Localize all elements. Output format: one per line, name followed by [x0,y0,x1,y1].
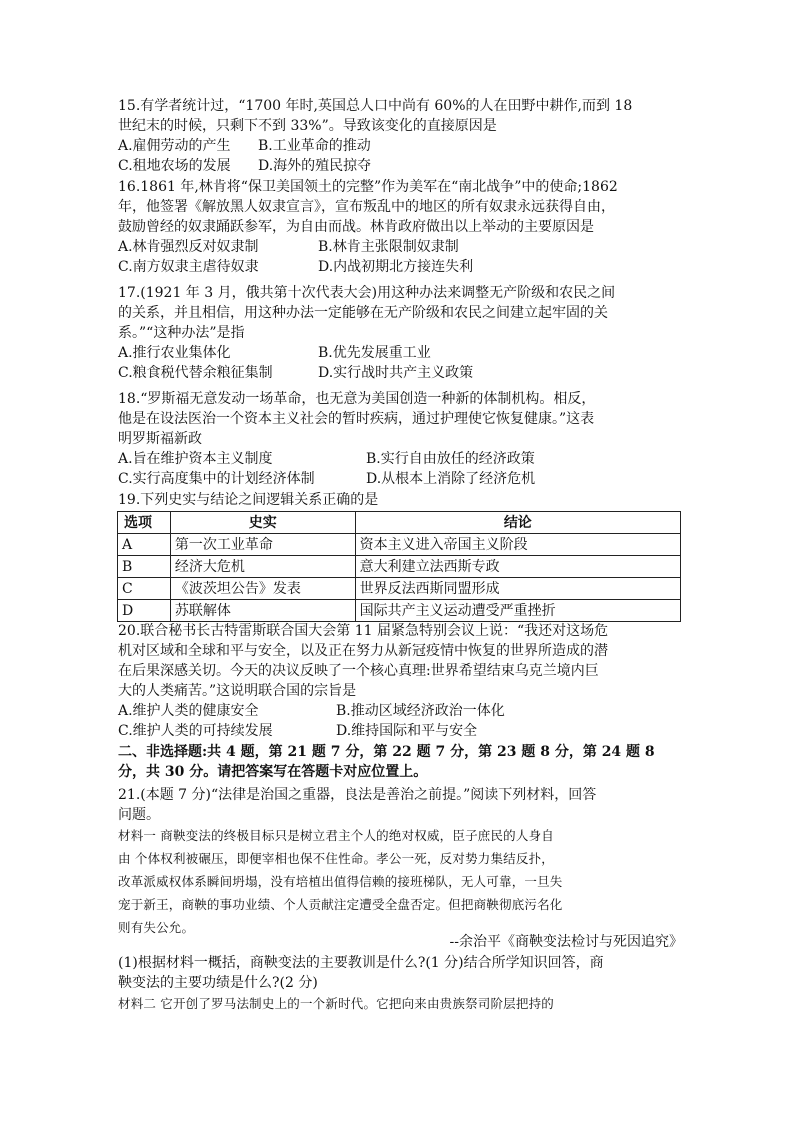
option-c: C.南方奴隶主虐待奴隶 [118,259,259,275]
table-row [118,600,681,622]
options-row [118,449,683,469]
question-21 [118,785,683,825]
option-d: D.维持国际和平与安全 [336,723,478,739]
option-c: C.租地农场的发展 [118,158,231,174]
question-text: 问题。 [118,807,160,823]
question-16 [118,177,683,277]
question-text: 16.1861 年,林肯将“保卫美国领土的完整”作为美军在“南北战争”中的使命;1862 [118,179,618,195]
table-cell: 国际共产主义运动遭受严重挫折 [355,600,680,622]
table-cell: 意大利建立法西斯专政 [355,556,680,578]
table-cell: 经济大危机 [170,556,355,578]
option-d: D.海外的殖民掠夺 [258,158,372,174]
options-row [118,257,683,277]
section-heading-line: 分，共 30 分。请把答案写在答题卡对应位置上。 [118,764,428,780]
option-b: B.推动区域经济政治一体化 [336,703,505,719]
question-text: 鞅变法的主要功绩是什么?(2 分) [118,975,318,991]
material-text: 材料二 它开创了罗马法制史上的一个新时代。它把向来由贵族祭司阶层把持的 [118,996,554,1011]
material-source [118,932,683,952]
table-cell: B [118,556,171,578]
option-a: A.旨在维护资本主义制度 [118,451,273,467]
options-row [118,156,683,176]
answer-table [117,511,681,622]
option-c: C.维护人类的可持续发展 [118,723,273,739]
question-text: 机对区域和全球和平与安全，以及正在努力从新冠疫情中恢复的世界所造成的潜 [118,643,608,659]
option-c: C.实行高度集中的计划经济体制 [118,471,315,487]
material-text: 则有失公允。 [118,920,195,935]
question-text: 鼓励曾经的奴隶踊跃参军，为自由而战。林肯政府做出以上举动的主要原因是 [118,219,594,235]
source-citation: --余治平《商鞅变法检讨与死因追究》 [449,934,683,950]
table-header: 史实 [170,512,355,534]
table-row [118,534,681,556]
question-15 [118,96,683,176]
question-text: 大的人类痛苦。”这说明联合国的宗旨是 [118,683,357,699]
option-b: B.林肯主张限制奴隶制 [318,239,459,255]
table-cell: D [118,600,171,622]
option-d: D.实行战时共产主义政策 [318,365,474,381]
option-a: A.林肯强烈反对奴隶制 [118,239,259,255]
material-text: 宠于新王，商鞅的事功业绩、个人贡献注定遭受全盘否定。但把商鞅彻底污名化 [118,897,563,912]
question-text: 他是在设法医治一个资本主义社会的暂时疾病，通过护理使它恢复健康。”这表 [118,411,595,427]
option-b: B.优先发展重工业 [318,345,431,361]
options-row [118,343,683,363]
table-cell: 世界反法西斯同盟形成 [355,578,680,600]
option-d: D.内战初期北方接连失利 [318,259,474,275]
option-c: C.粮食税代替余粮征集制 [118,365,273,381]
question-19 [118,490,683,510]
options-row [118,701,683,721]
option-b: B.实行自由放任的经济政策 [366,451,535,467]
question-text: 在后果深感关切。今天的决议反映了一个核心真理:世界希望结束乌克兰境内巨 [118,663,599,679]
table-header: 结论 [355,512,680,534]
section-heading [118,742,683,782]
question-17 [118,283,683,383]
question-text: 18.“罗斯福无意发动一场革命，也无意为美国创造一种新的体制机构。相反， [118,391,596,407]
material-text: 材料一 商鞅变法的终极目标只是树立君主个人的绝对权威，臣子庶民的人身自 [118,828,554,843]
option-a: A.雇佣劳动的产生 [118,138,231,154]
options-row [118,237,683,257]
question-text: 19.下列史实与结论之间逻辑关系正确的是 [118,492,379,508]
table-row [118,578,681,600]
section-heading-line: 二、非选择题:共 4 题，第 21 题 7 分，第 22 题 7 分，第 23 题 8 分，第 24 题 8 [118,744,655,760]
table-cell: 第一次工业革命 [170,534,355,556]
question-text: 21.(本题 7 分)“法律是治国之重器，良法是善治之前提。”阅读下列材料，回答 [118,787,597,803]
question-18 [118,389,683,489]
question-text: 的关系，并且相信，用这种办法一定能够在无产阶级和农民之间建立起牢固的关 [118,305,608,321]
table-cell: 资本主义进入帝国主义阶段 [355,534,680,556]
material-1 [118,825,683,940]
table-cell: A [118,534,171,556]
options-row [118,363,683,383]
question-text: 世纪末的时候，只剩下不到 33%”。导致该变化的直接原因是 [118,118,497,134]
table-cell: 《波茨坦公告》发表 [170,578,355,600]
question-text: 年，他签署《解放黑人奴隶宣言》，宣布叛乱中的地区的所有奴隶永远获得自由， [118,199,615,215]
options-row [118,721,683,741]
table-header-row [118,512,681,534]
sub-question-1 [118,953,683,993]
table-cell: C [118,578,171,600]
material-text: 由 个体权利被碾压，即便宰相也保不住性命。孝公一死，反对势力集结反扑， [118,851,554,866]
option-a: A.推行农业集体化 [118,345,231,361]
question-text: 明罗斯福新政 [118,431,202,447]
option-a: A.维护人类的健康安全 [118,703,259,719]
material-text: 改革派威权体系瞬间坍塌，没有培植出值得信赖的接班梯队，无人可靠，一旦失 [118,874,563,889]
question-20 [118,621,683,741]
question-text: (1)根据材料一概括，商鞅变法的主要教训是什么?(1 分)结合所学知识回答，商 [118,955,604,971]
question-text: 15.有学者统计过，“1700 年时,英国总人口中尚有 60%的人在田野中耕作,而到 18 [118,98,633,114]
table-cell: 苏联解体 [170,600,355,622]
option-d: D.从根本上消除了经济危机 [366,471,536,487]
options-row [118,469,683,489]
material-2 [118,993,683,1016]
question-text: 系。”“这种办法”是指 [118,325,245,341]
option-b: B.工业革命的推动 [258,138,371,154]
table-header: 选项 [118,512,171,534]
table-row [118,556,681,578]
question-text: 17.(1921 年 3 月，俄共第十次代表大会)用这种办法来调整无产阶级和农民之间 [118,285,616,301]
question-text: 20.联合秘书长古特雷斯联合国大会第 11 届紧急特别会议上说：“我还对这场危 [118,623,609,639]
options-row [118,136,683,156]
